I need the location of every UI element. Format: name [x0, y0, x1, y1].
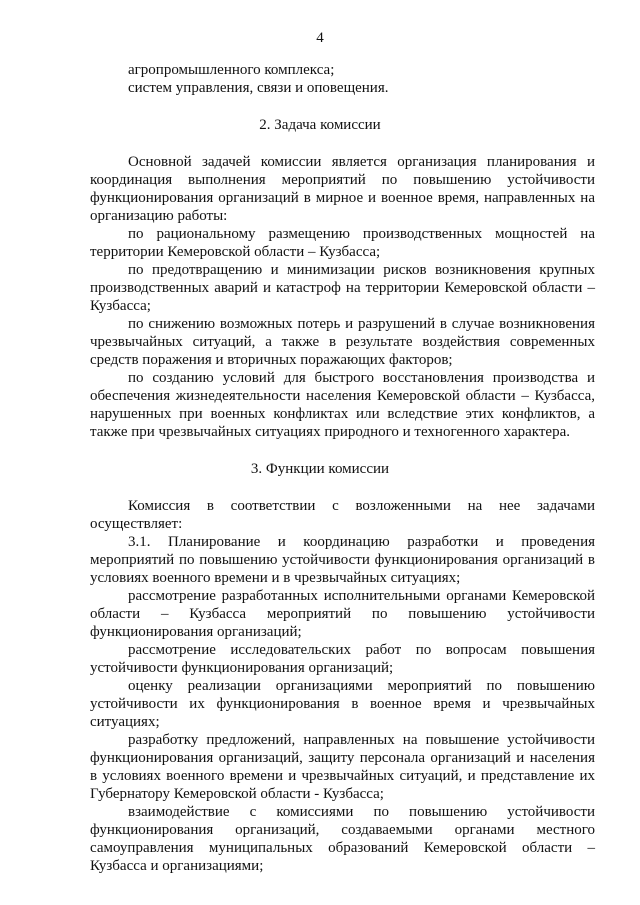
- text-line: территории Кемеровской области – Кузбасса;: [90, 244, 381, 260]
- text-line: обеспечения жизнедеятельности населения Кемеровской области – Кузбасса,: [90, 388, 595, 404]
- text-line: Комиссия в соответствии с возложенными на нее задачами: [128, 498, 595, 514]
- text-line: Основной задачей комиссии является организация планирования и: [128, 154, 595, 170]
- text-line: функционирования организаций, создаваемыми органами местного: [90, 822, 595, 838]
- text-line: средств поражения и вторичных поражающих факторов;: [90, 352, 453, 368]
- text-line: систем управления, связи и оповещения.: [128, 80, 389, 96]
- section-heading-task: 2. Задача комиссии: [259, 117, 381, 133]
- text-line: Кузбасса;: [90, 298, 151, 314]
- text-line: по предотвращению и минимизации рисков возникновения крупных: [128, 262, 595, 278]
- text-line: устойчивости функционирования организаций;: [90, 660, 394, 676]
- text-line: рассмотрение разработанных исполнительными органами Кемеровской: [128, 588, 595, 604]
- text-line: Губернатору Кемеровской области - Кузбасса;: [90, 786, 384, 802]
- text-line: взаимодействие с комиссиями по повышению устойчивости: [128, 804, 595, 820]
- text-line: функционирования организаций;: [90, 624, 302, 640]
- text-line: организацию работы:: [90, 208, 228, 224]
- text-line: функционирования организаций в мирное и военное время, направленных на: [90, 190, 595, 206]
- text-line: агропромышленного комплекса;: [128, 62, 335, 78]
- text-line: координация выполнения мероприятий по повышению устойчивости: [90, 172, 595, 188]
- text-line: по снижению возможных потерь и разрушений в случае возникновения: [128, 316, 595, 332]
- section-heading-functions: 3. Функции комиссии: [250, 461, 390, 477]
- page-number: 4: [316, 30, 324, 46]
- text-line: осуществляет:: [90, 516, 183, 532]
- text-line: устойчивости их функционирования в военное время и чрезвычайных: [90, 696, 595, 712]
- text-line: мероприятий по повышению устойчивости функционирования организаций в: [90, 552, 595, 568]
- text-line: условиях военного времени и в чрезвычайных ситуациях;: [90, 570, 461, 586]
- text-line: разработку предложений, направленных на повышение устойчивости: [128, 732, 595, 748]
- text-line: самоуправления муниципальных образований Кемеровской области –: [90, 840, 595, 856]
- text-line: функционирования организаций, защиту персонала организаций и населения: [90, 750, 595, 766]
- text-line: чрезвычайных ситуаций, а также в результате воздействия современных: [90, 334, 595, 350]
- text-line: 3.1. Планирование и координацию разработки и проведения: [128, 534, 595, 550]
- text-line: по рациональному размещению производственных мощностей на: [128, 226, 595, 242]
- text-line: также при чрезвычайных ситуациях природного и техногенного характера.: [90, 424, 570, 440]
- text-line: ситуациях;: [90, 714, 160, 730]
- text-line: в условиях военного времени и чрезвычайных ситуаций, и представление их: [90, 768, 595, 784]
- text-line: области – Кузбасса мероприятий по повышению устойчивости: [90, 606, 595, 622]
- text-line: производственных аварий и катастроф на территории Кемеровской области –: [90, 280, 595, 296]
- text-line: оценку реализации организациями мероприятий по повышению: [128, 678, 595, 694]
- text-line: рассмотрение исследовательских работ по вопросам повышения: [128, 642, 595, 658]
- text-line: нарушенных при военных конфликтах или вследствие этих конфликтов, а: [90, 406, 595, 422]
- text-line: Кузбасса и организациями;: [90, 858, 264, 874]
- text-line: по созданию условий для быстрого восстановления производства и: [128, 370, 595, 386]
